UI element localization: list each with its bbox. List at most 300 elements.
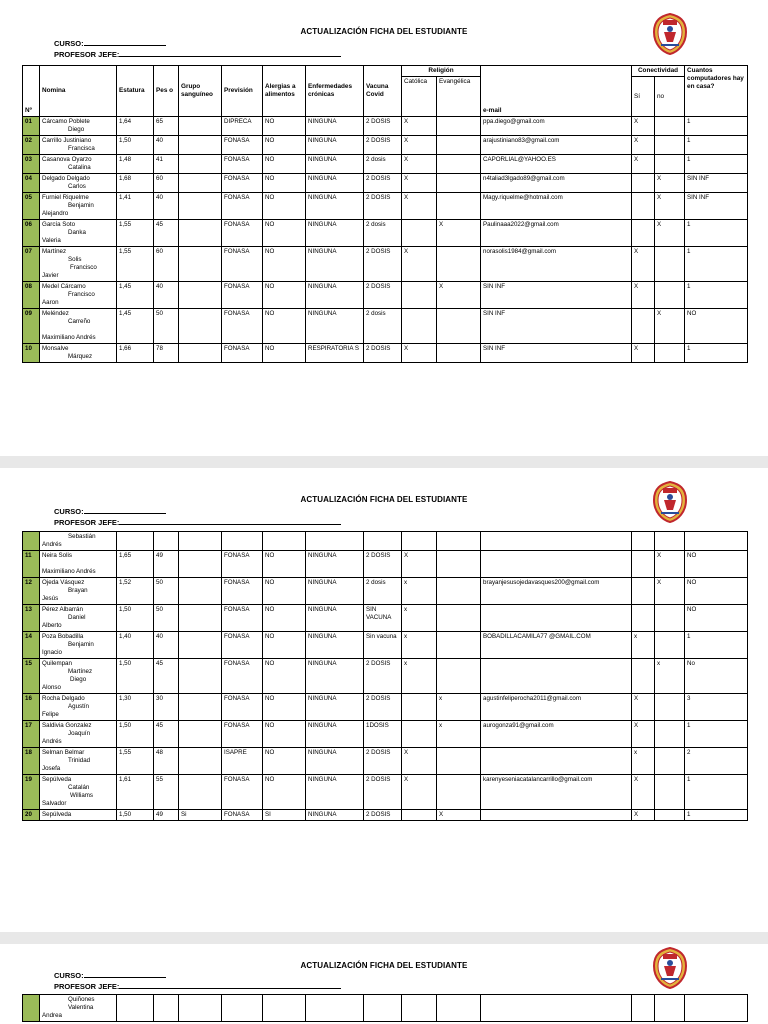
grupo-cell bbox=[179, 605, 222, 632]
table-row bbox=[23, 309, 748, 344]
row-number: 13 bbox=[23, 605, 40, 632]
prevision-cell: FONASA bbox=[222, 344, 263, 363]
computadores-cell: 1 bbox=[685, 775, 748, 810]
estatura-cell: 1,55 bbox=[117, 748, 154, 775]
estatura-cell: 1,64 bbox=[117, 117, 154, 136]
evangelica-cell bbox=[437, 578, 481, 605]
curso-label: CURSO: bbox=[54, 971, 84, 980]
empty-cell bbox=[481, 532, 632, 551]
vacuna-cell: 2 DOSIS bbox=[364, 247, 402, 282]
empty-cell bbox=[306, 532, 364, 551]
estatura-cell: 1,50 bbox=[117, 136, 154, 155]
student-name-line: Aaron bbox=[42, 299, 59, 306]
conectividad-no-cell bbox=[655, 748, 685, 775]
row-number: 03 bbox=[23, 155, 40, 174]
table-row bbox=[23, 136, 748, 155]
student-name-line: Benjamin bbox=[68, 202, 94, 209]
grupo-cell bbox=[179, 220, 222, 247]
peso-cell: 50 bbox=[154, 309, 179, 344]
conectividad-no-cell bbox=[655, 344, 685, 363]
continuation-row bbox=[23, 995, 748, 1022]
student-name-cell bbox=[40, 632, 117, 659]
email-cell: ppa.diego@gmail.com bbox=[481, 117, 632, 136]
evangelica-cell bbox=[437, 309, 481, 344]
vacuna-cell: 2 DOSIS bbox=[364, 659, 402, 694]
prevision-cell: FONASA bbox=[222, 632, 263, 659]
student-name-line: Brayan bbox=[68, 587, 88, 594]
student-name-line: Daniel bbox=[68, 614, 86, 621]
conectividad-si-cell bbox=[632, 220, 655, 247]
email-cell: SIN INF bbox=[481, 309, 632, 344]
table-row bbox=[23, 155, 748, 174]
student-name-line: Ignacio bbox=[42, 649, 62, 656]
catolica-cell bbox=[402, 721, 437, 748]
row-number: 05 bbox=[23, 193, 40, 220]
student-name-line: Francisco bbox=[68, 291, 95, 298]
page-1 bbox=[0, 0, 768, 456]
table-row bbox=[23, 193, 748, 220]
student-name-cell bbox=[40, 532, 117, 551]
alergias-cell: NO bbox=[263, 117, 306, 136]
student-name-cell bbox=[40, 551, 117, 578]
row-number: 09 bbox=[23, 309, 40, 344]
student-name-cell bbox=[40, 694, 117, 721]
computadores-cell: NO bbox=[685, 309, 748, 344]
alergias-cell: NO bbox=[263, 155, 306, 174]
student-name-line: Neira Solis bbox=[42, 552, 72, 559]
student-name-line: Alonso bbox=[42, 684, 61, 691]
estatura-cell: 1,55 bbox=[117, 220, 154, 247]
conectividad-no-cell: X bbox=[655, 193, 685, 220]
estatura-cell: 1,45 bbox=[117, 309, 154, 344]
enfermedades-cell: NINGUNA bbox=[306, 605, 364, 632]
computadores-cell: 1 bbox=[685, 136, 748, 155]
student-name-line: Valeria bbox=[42, 237, 61, 244]
student-name-cell bbox=[40, 659, 117, 694]
grupo-cell bbox=[179, 193, 222, 220]
alergias-cell: NO bbox=[263, 659, 306, 694]
catolica-cell bbox=[402, 282, 437, 309]
empty-cell bbox=[437, 995, 481, 1022]
estatura-cell: 1,50 bbox=[117, 810, 154, 821]
evangelica-cell bbox=[437, 193, 481, 220]
row-number: 12 bbox=[23, 578, 40, 605]
student-name-line: Furniel Riquelme bbox=[42, 194, 89, 201]
empty-cell bbox=[655, 532, 685, 551]
conectividad-si-cell: X bbox=[632, 775, 655, 810]
profesor-label: PROFESOR JEFE: bbox=[54, 50, 120, 59]
student-name-line bbox=[42, 326, 114, 334]
conectividad-no-cell bbox=[655, 694, 685, 721]
empty-cell bbox=[263, 995, 306, 1022]
table-row bbox=[23, 748, 748, 775]
catolica-cell bbox=[402, 810, 437, 821]
catolica-cell: x bbox=[402, 578, 437, 605]
catolica-cell: x bbox=[402, 605, 437, 632]
curso-field bbox=[54, 39, 166, 48]
peso-cell: 41 bbox=[154, 155, 179, 174]
grupo-cell bbox=[179, 578, 222, 605]
empty-cell bbox=[179, 532, 222, 551]
alergias-cell: NO bbox=[263, 748, 306, 775]
catolica-cell: x bbox=[402, 632, 437, 659]
evangelica-cell bbox=[437, 632, 481, 659]
profesor-field bbox=[54, 50, 341, 59]
student-name-line: Josefa bbox=[42, 765, 61, 772]
student-name-line: Carreño bbox=[68, 318, 91, 325]
evangelica-cell bbox=[437, 117, 481, 136]
vacuna-cell: 2 dosis bbox=[364, 155, 402, 174]
grupo-cell bbox=[179, 748, 222, 775]
table-row bbox=[23, 810, 748, 821]
continuation-row bbox=[23, 532, 748, 551]
estatura-cell: 1,66 bbox=[117, 344, 154, 363]
alergias-cell: NO bbox=[263, 344, 306, 363]
header-conectividad: Conectividad bbox=[632, 66, 685, 77]
student-name-line: García Soto bbox=[42, 221, 76, 228]
conectividad-no-cell bbox=[655, 136, 685, 155]
vacuna-cell: 2 dosis bbox=[364, 309, 402, 344]
prevision-cell: FONASA bbox=[222, 551, 263, 578]
vacuna-cell: 1DOSIS bbox=[364, 721, 402, 748]
evangelica-cell bbox=[437, 247, 481, 282]
alergias-cell: NO bbox=[263, 551, 306, 578]
header-alergias: Alergias a alimentos bbox=[263, 66, 306, 117]
computadores-cell: 1 bbox=[685, 282, 748, 309]
vacuna-cell: 2 DOSIS bbox=[364, 344, 402, 363]
peso-cell: 49 bbox=[154, 810, 179, 821]
student-name-line: Diego bbox=[68, 126, 85, 133]
catolica-cell: X bbox=[402, 748, 437, 775]
table-row bbox=[23, 174, 748, 193]
header-catolica: Católica bbox=[402, 77, 437, 117]
student-name-line: Martínez bbox=[68, 668, 93, 675]
student-name-cell bbox=[40, 155, 117, 174]
prevision-cell: FONASA bbox=[222, 309, 263, 344]
table-row bbox=[23, 605, 748, 632]
empty-cell bbox=[685, 995, 748, 1022]
email-cell bbox=[481, 605, 632, 632]
student-name-line: Poza Bobadilla bbox=[42, 633, 84, 640]
estatura-cell: 1,50 bbox=[117, 605, 154, 632]
empty-cell bbox=[179, 995, 222, 1022]
evangelica-cell bbox=[437, 551, 481, 578]
conectividad-si-cell: X bbox=[632, 721, 655, 748]
grupo-cell bbox=[179, 344, 222, 363]
conectividad-no-cell: X bbox=[655, 174, 685, 193]
grupo-cell bbox=[179, 551, 222, 578]
vacuna-cell: 2 DOSIS bbox=[364, 282, 402, 309]
prevision-cell: FONASA bbox=[222, 605, 263, 632]
student-name-line: Ojeda Vásquez bbox=[42, 579, 85, 586]
table-row bbox=[23, 247, 748, 282]
catolica-cell: X bbox=[402, 117, 437, 136]
header-num: Nº bbox=[23, 66, 40, 117]
conectividad-si-cell: X bbox=[632, 694, 655, 721]
student-name-cell bbox=[40, 282, 117, 309]
enfermedades-cell: NINGUNA bbox=[306, 247, 364, 282]
alergias-cell: NO bbox=[263, 632, 306, 659]
enfermedades-cell: NINGUNA bbox=[306, 775, 364, 810]
student-name-line: Medel Cárcamo bbox=[42, 283, 86, 290]
student-name-line: Benjamin bbox=[68, 641, 94, 648]
computadores-cell: NO bbox=[685, 605, 748, 632]
prevision-cell: ISAPRE bbox=[222, 748, 263, 775]
grupo-cell bbox=[179, 155, 222, 174]
estatura-cell: 1,61 bbox=[117, 775, 154, 810]
student-table-page-1 bbox=[22, 65, 748, 363]
prevision-cell: FONASA bbox=[222, 810, 263, 821]
evangelica-cell: X bbox=[437, 220, 481, 247]
student-name-line: Saldivia Gonzalez bbox=[42, 722, 92, 729]
computadores-cell: SIN INF bbox=[685, 193, 748, 220]
header-nomina: Nomina bbox=[40, 66, 117, 117]
estatura-cell: 1,30 bbox=[117, 694, 154, 721]
computadores-cell: 1 bbox=[685, 117, 748, 136]
conectividad-no-cell bbox=[655, 155, 685, 174]
table-row bbox=[23, 551, 748, 578]
enfermedades-cell: NINGUNA bbox=[306, 810, 364, 821]
student-name-cell bbox=[40, 174, 117, 193]
evangelica-cell bbox=[437, 136, 481, 155]
peso-cell: 50 bbox=[154, 578, 179, 605]
prevision-cell: DIPRECA bbox=[222, 117, 263, 136]
prevision-cell: FONASA bbox=[222, 694, 263, 721]
email-cell: CAPORLIAL@YAHOO.ES bbox=[481, 155, 632, 174]
computadores-cell: NO bbox=[685, 551, 748, 578]
header-evangelica: Evangélica bbox=[437, 77, 481, 117]
doc-title: ACTUALIZACIÓN FICHA DEL ESTUDIANTE bbox=[300, 495, 468, 504]
header-estatura: Estatura bbox=[117, 66, 154, 117]
conectividad-si-cell: X bbox=[632, 117, 655, 136]
prevision-cell: FONASA bbox=[222, 659, 263, 694]
peso-cell: 48 bbox=[154, 748, 179, 775]
student-name-line: Joaquín bbox=[68, 730, 91, 737]
vacuna-cell: 2 DOSIS bbox=[364, 748, 402, 775]
row-number: 15 bbox=[23, 659, 40, 694]
estatura-cell: 1,68 bbox=[117, 174, 154, 193]
student-table-page-2 bbox=[22, 531, 748, 821]
student-name-cell bbox=[40, 344, 117, 363]
evangelica-cell: X bbox=[437, 282, 481, 309]
enfermedades-cell: NINGUNA bbox=[306, 220, 364, 247]
email-cell: Paulinaaa2022@gmail.com bbox=[481, 220, 632, 247]
row-number: 17 bbox=[23, 721, 40, 748]
student-name-line: Casanova Oyarzo bbox=[42, 156, 92, 163]
student-name-line: Alejandro bbox=[42, 210, 69, 217]
table-row bbox=[23, 632, 748, 659]
email-cell: aurogonza91@gmail.com bbox=[481, 721, 632, 748]
conectividad-si-cell: X bbox=[632, 155, 655, 174]
catolica-cell bbox=[402, 220, 437, 247]
enfermedades-cell: NINGUNA bbox=[306, 694, 364, 721]
profesor-field bbox=[54, 518, 341, 527]
estatura-cell: 1,52 bbox=[117, 578, 154, 605]
enfermedades-cell: RESPIRATORIA S bbox=[306, 344, 364, 363]
student-name-line: Sebastián bbox=[68, 533, 96, 540]
alergias-cell: NO bbox=[263, 282, 306, 309]
evangelica-cell bbox=[437, 775, 481, 810]
conectividad-no-cell: X bbox=[655, 220, 685, 247]
conectividad-si-cell bbox=[632, 174, 655, 193]
estatura-cell: 1,65 bbox=[117, 551, 154, 578]
student-name-line: Williams bbox=[70, 792, 94, 799]
table-row bbox=[23, 282, 748, 309]
email-cell: brayanjesusojedavasques200@gmail.com bbox=[481, 578, 632, 605]
student-name-line: Trinidad bbox=[68, 757, 91, 764]
email-cell: karenyeseniacatalancarrillo@gmail.com bbox=[481, 775, 632, 810]
email-cell bbox=[481, 659, 632, 694]
conectividad-no-cell: x bbox=[655, 659, 685, 694]
grupo-cell bbox=[179, 659, 222, 694]
student-name-line: Carrillo Justiniano bbox=[42, 137, 92, 144]
email-cell: agustinfeliperocha2011@gmail.com bbox=[481, 694, 632, 721]
catolica-cell bbox=[402, 694, 437, 721]
vacuna-cell: 2 DOSIS bbox=[364, 136, 402, 155]
email-cell: SIN INF bbox=[481, 282, 632, 309]
conectividad-no-cell bbox=[655, 721, 685, 748]
conectividad-si-cell: X bbox=[632, 282, 655, 309]
student-name-line: Andrés bbox=[42, 738, 62, 745]
prevision-cell: FONASA bbox=[222, 775, 263, 810]
student-name-line: Andrés bbox=[42, 541, 62, 548]
catolica-cell: x bbox=[402, 659, 437, 694]
student-name-line: Francisca bbox=[68, 145, 95, 152]
conectividad-si-cell bbox=[632, 193, 655, 220]
student-name-line: Solis bbox=[68, 256, 82, 263]
email-cell: n4taliad3lgado89@gmail.com bbox=[481, 174, 632, 193]
header-email: e-mail bbox=[481, 66, 632, 117]
student-name-line: Quiñones bbox=[68, 996, 95, 1003]
table-row bbox=[23, 775, 748, 810]
conectividad-si-cell bbox=[632, 578, 655, 605]
computadores-cell: 1 bbox=[685, 155, 748, 174]
grupo-cell bbox=[179, 632, 222, 659]
conectividad-si-cell: X bbox=[632, 247, 655, 282]
alergias-cell: NO bbox=[263, 220, 306, 247]
grupo-cell bbox=[179, 721, 222, 748]
row-number: 16 bbox=[23, 694, 40, 721]
student-name-line: Márquez bbox=[68, 353, 93, 360]
student-name-line: Delgado Delgado bbox=[42, 175, 90, 182]
peso-cell: 60 bbox=[154, 174, 179, 193]
doc-title: ACTUALIZACIÓN FICHA DEL ESTUDIANTE bbox=[300, 27, 468, 36]
email-cell: BOBADILLACAMILA77 @GMAIL.COM bbox=[481, 632, 632, 659]
profesor-label: PROFESOR JEFE: bbox=[54, 518, 120, 527]
vacuna-cell: 2 DOSIS bbox=[364, 117, 402, 136]
student-name-line: Sepúlveda bbox=[42, 811, 72, 818]
row-number: 01 bbox=[23, 117, 40, 136]
table-row bbox=[23, 578, 748, 605]
evangelica-cell: x bbox=[437, 694, 481, 721]
evangelica-cell: x bbox=[437, 721, 481, 748]
computadores-cell: 2 bbox=[685, 748, 748, 775]
catolica-cell bbox=[402, 309, 437, 344]
estatura-cell: 1,41 bbox=[117, 193, 154, 220]
conectividad-no-cell bbox=[655, 810, 685, 821]
alergias-cell: NO bbox=[263, 309, 306, 344]
vacuna-cell: 2 DOSIS bbox=[364, 775, 402, 810]
alergias-cell: NO bbox=[263, 694, 306, 721]
estatura-cell: 1,50 bbox=[117, 721, 154, 748]
estatura-cell: 1,40 bbox=[117, 632, 154, 659]
vacuna-cell: 2 DOSIS bbox=[364, 193, 402, 220]
student-name-cell bbox=[40, 605, 117, 632]
student-name-line: Diego bbox=[70, 676, 87, 683]
computadores-cell: No bbox=[685, 659, 748, 694]
table-row bbox=[23, 694, 748, 721]
student-name-line: Carlos bbox=[68, 183, 86, 190]
alergias-cell: NO bbox=[263, 578, 306, 605]
conectividad-si-cell: X bbox=[632, 136, 655, 155]
alergias-cell: NO bbox=[263, 247, 306, 282]
peso-cell: 45 bbox=[154, 220, 179, 247]
evangelica-cell bbox=[437, 155, 481, 174]
conectividad-si-cell bbox=[632, 551, 655, 578]
evangelica-cell bbox=[437, 344, 481, 363]
conectividad-no-cell bbox=[655, 117, 685, 136]
table-row bbox=[23, 659, 748, 694]
student-name-cell bbox=[40, 247, 117, 282]
alergias-cell: SI bbox=[263, 810, 306, 821]
computadores-cell: 1 bbox=[685, 632, 748, 659]
student-name-line: Catalina bbox=[68, 164, 91, 171]
student-name-line: Maximiliano Andrés bbox=[42, 568, 96, 575]
school-crest-logo bbox=[651, 480, 689, 524]
alergias-cell: NO bbox=[263, 193, 306, 220]
estatura-cell: 1,50 bbox=[117, 659, 154, 694]
page-2 bbox=[0, 468, 768, 932]
enfermedades-cell: NINGUNA bbox=[306, 721, 364, 748]
student-name-cell bbox=[40, 748, 117, 775]
row-number: 04 bbox=[23, 174, 40, 193]
student-name-line: Quilempan bbox=[42, 660, 72, 667]
empty-cell bbox=[154, 995, 179, 1022]
student-name-cell bbox=[40, 810, 117, 821]
grupo-cell bbox=[179, 282, 222, 309]
header-computadores: Cuantos computadores hay en casa? bbox=[685, 66, 748, 117]
vacuna-cell: SIN VACUNA bbox=[364, 605, 402, 632]
header-prevision: Previsión bbox=[222, 66, 263, 117]
student-name-line: Cárcamo Poblete bbox=[42, 118, 90, 125]
catolica-cell: X bbox=[402, 155, 437, 174]
evangelica-cell bbox=[437, 605, 481, 632]
empty-cell bbox=[306, 995, 364, 1022]
estatura-cell: 1,48 bbox=[117, 155, 154, 174]
prevision-cell: FONASA bbox=[222, 155, 263, 174]
student-name-line: Valentina bbox=[68, 1004, 94, 1011]
empty-cell bbox=[402, 995, 437, 1022]
table-row bbox=[23, 344, 748, 363]
evangelica-cell: X bbox=[437, 810, 481, 821]
student-name-line: Danka bbox=[68, 229, 86, 236]
conectividad-si-cell bbox=[632, 659, 655, 694]
email-cell: Magy.riquelme@hotmail.com bbox=[481, 193, 632, 220]
computadores-cell: SIN INF bbox=[685, 174, 748, 193]
peso-cell: 60 bbox=[154, 247, 179, 282]
row-number: 08 bbox=[23, 282, 40, 309]
enfermedades-cell: NINGUNA bbox=[306, 748, 364, 775]
enfermedades-cell: NINGUNA bbox=[306, 174, 364, 193]
peso-cell: 50 bbox=[154, 605, 179, 632]
computadores-cell: 1 bbox=[685, 344, 748, 363]
computadores-cell: NO bbox=[685, 578, 748, 605]
estatura-cell: 1,45 bbox=[117, 282, 154, 309]
student-name-cell bbox=[40, 193, 117, 220]
enfermedades-cell: NINGUNA bbox=[306, 551, 364, 578]
enfermedades-cell: NINGUNA bbox=[306, 136, 364, 155]
computadores-cell: 3 bbox=[685, 694, 748, 721]
